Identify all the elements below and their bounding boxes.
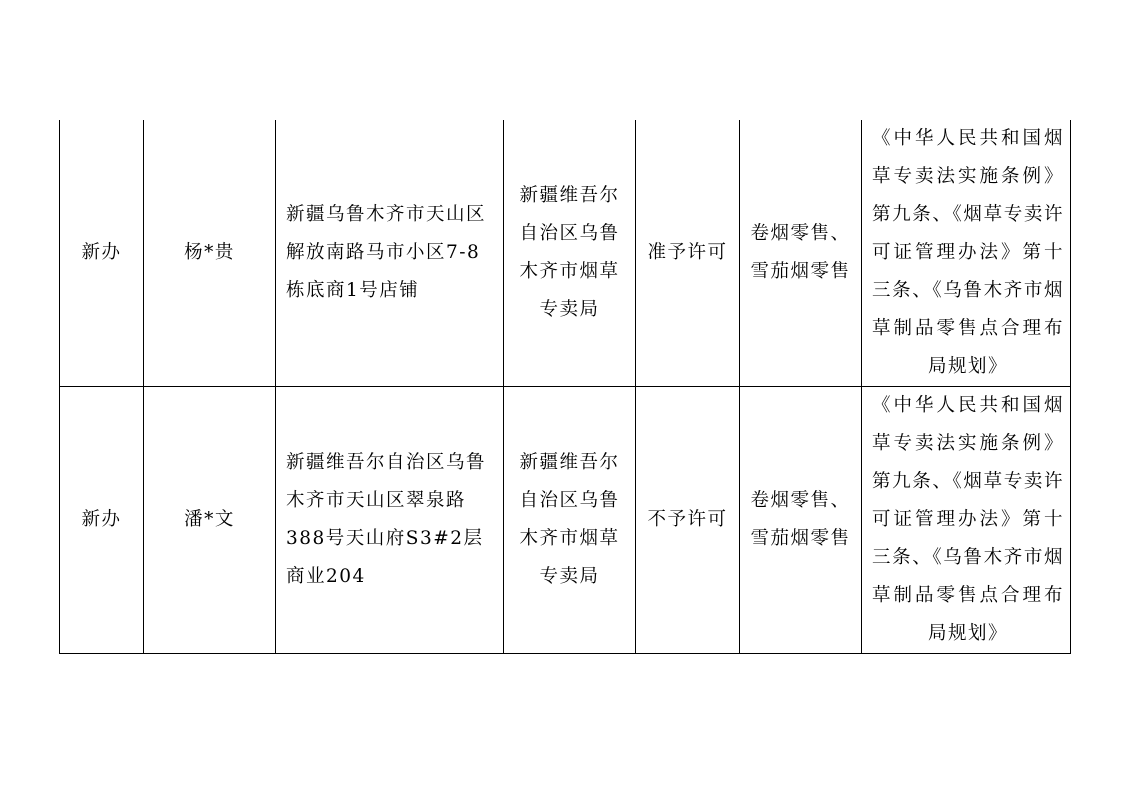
- legal-basis-cell: 《中华人民共和国烟草专卖法实施条例》第九条、《烟草专卖许可证管理办法》第十三条、《乌鲁木齐市烟草制品零售点合理布局规划》: [862, 387, 1071, 654]
- applicant-name-cell: 潘*文: [144, 387, 276, 654]
- business-address-cell: 新疆维吾尔自治区乌鲁木齐市天山区翠泉路388号天山府S3#2层商业204: [276, 387, 504, 654]
- legal-basis-cell: 《中华人民共和国烟草专卖法实施条例》第九条、《烟草专卖许可证管理办法》第十三条、《乌鲁木齐市烟草制品零售点合理布局规划》: [862, 120, 1071, 387]
- business-scope-cell: 卷烟零售、雪茄烟零售: [740, 387, 862, 654]
- decision-cell: 准予许可: [636, 120, 740, 387]
- licensing-authority-cell: 新疆维吾尔自治区乌鲁木齐市烟草专卖局: [504, 120, 636, 387]
- applicant-name-cell: 杨*贵: [144, 120, 276, 387]
- application-type-cell: 新办: [60, 387, 144, 654]
- business-scope-cell: 卷烟零售、雪茄烟零售: [740, 120, 862, 387]
- licensing-authority-cell: 新疆维吾尔自治区乌鲁木齐市烟草专卖局: [504, 387, 636, 654]
- application-type-cell: 新办: [60, 120, 144, 387]
- license-table: [59, 120, 1071, 654]
- business-address-cell: 新疆乌鲁木齐市天山区解放南路马市小区7-8栋底商1号店铺: [276, 120, 504, 387]
- table-row: [60, 387, 1071, 654]
- table-row: [60, 120, 1071, 387]
- decision-cell: 不予许可: [636, 387, 740, 654]
